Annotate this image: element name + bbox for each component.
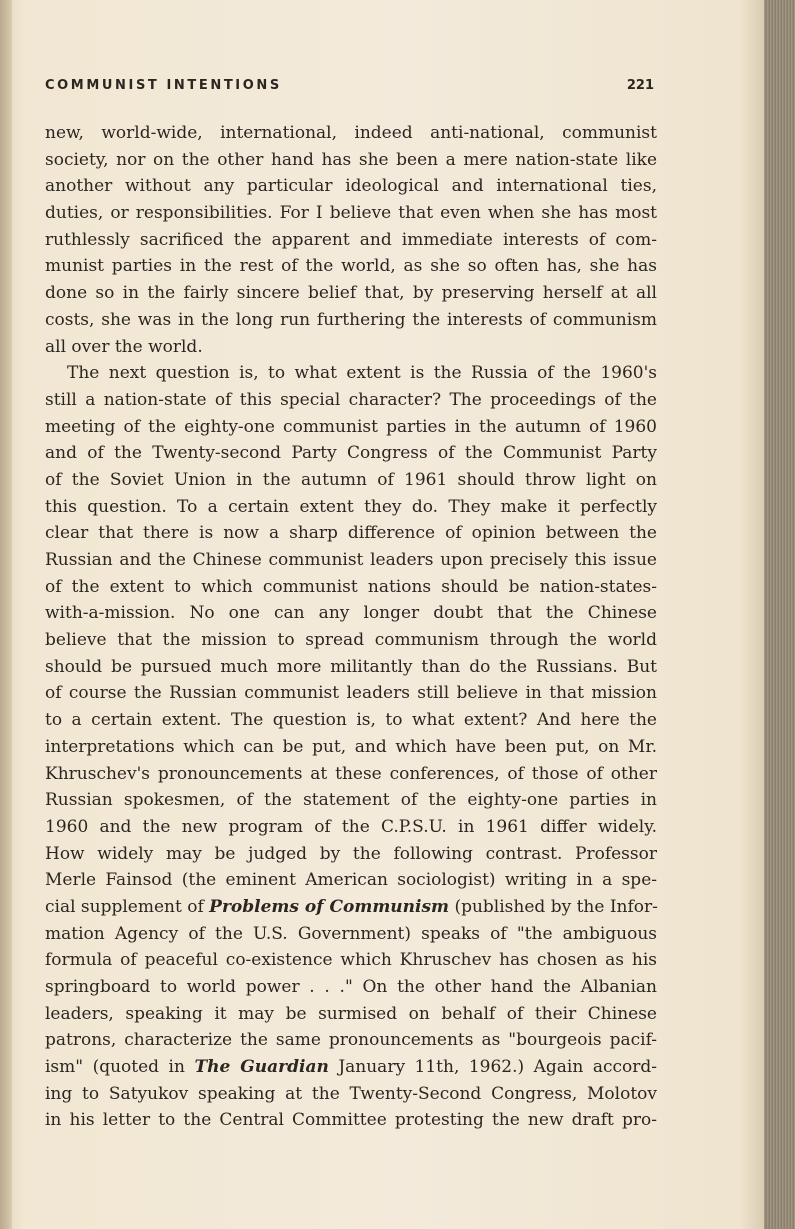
body-text <box>45 120 657 1134</box>
text-line: leaders, speaking it may be surmised on behalf of their Chinese <box>45 1003 657 1024</box>
text-line: Russian spokesmen, of the statement of the eighty-one parties in <box>45 790 657 811</box>
text-line: munist parties in the rest of the world, as she so often has, she has <box>45 256 657 277</box>
page-fore-edge <box>764 0 795 1229</box>
text-line: of course the Russian communist leaders still believe in that mission <box>45 683 657 704</box>
text-line: costs, she was in the long run furthering the interests of communism <box>45 309 657 330</box>
text-line: of the Soviet Union in the autumn of 1961 should throw light on <box>45 469 657 490</box>
text-line: meeting of the eighty-one communist parties in the autumn of 1960 <box>45 416 657 437</box>
text-line: this question. To a certain extent they do. They make it perfectly <box>45 496 657 517</box>
text-line: in his letter to the Central Committee protesting the new draft pro- <box>45 1110 657 1131</box>
text-line: Russian and the Chinese communist leaders upon precisely this issue <box>45 550 657 570</box>
text-line: duties, or responsibilities. For I believe that even when she has most <box>45 203 657 224</box>
text-line: interpretations which can be put, and which have been put, on Mr. <box>45 736 657 757</box>
text-line: to a certain extent. The question is, to what extent? And here the <box>45 710 657 731</box>
text-line: with-a-mission. No one can any longer doubt that the Chinese <box>45 603 657 624</box>
running-head: COMMUNIST INTENTIONS <box>45 78 282 93</box>
text-line: done so in the fairly sincere belief that, by preserving herself at all <box>45 283 657 304</box>
text-line: 1960 and the new program of the C.P.S.U. in 1961 differ widely. <box>45 816 657 837</box>
text-line: clear that there is now a sharp difference of opinion between the <box>45 523 657 544</box>
text-line: should be pursued much more militantly than do the Russians. But <box>45 656 657 677</box>
text-line: patrons, characterize the same pronouncements as "bourgeois pacif- <box>45 1030 657 1051</box>
text-line: all over the world. <box>45 336 203 357</box>
text-line: still a nation-state of this special character? The proceedings of the <box>45 389 657 410</box>
text-segment: cial supplement of <box>45 896 210 917</box>
text-line: mation Agency of the U.S. Government) speaks of "the ambiguous <box>45 923 657 944</box>
text-line: The next question is, to what extent is the Russia of the 1960's <box>67 363 657 384</box>
text-segment: January 11th, 1962.) Again accord- <box>328 1057 657 1078</box>
text-line: new, world-wide, international, indeed anti-national, communist <box>45 123 657 143</box>
text-line: of the extent to which communist nations should be nation-states- <box>45 576 657 597</box>
text-line: believe that the mission to spread communism through the world <box>45 630 657 651</box>
text-line: springboard to world power . . ." On the other hand the Albanian <box>45 977 657 997</box>
journal-title: Problems of Communism <box>209 896 450 917</box>
text-line: ing to Satyukov speaking at the Twenty-Second Congress, Molotov <box>45 1083 657 1104</box>
book-gutter-shadow <box>0 0 12 1229</box>
text-line: formula of peaceful co-existence which Khruschev has chosen as his <box>45 950 657 971</box>
text-line: Merle Fainsod (the eminent American sociologist) writing in a spe- <box>45 870 657 891</box>
text-line: How widely may be judged by the following contrast. Professor <box>45 843 657 864</box>
page-number: 221 <box>626 78 654 93</box>
text-line: and of the Twenty-second Party Congress of the Communist Party <box>45 443 657 464</box>
text-segment: (published by the Infor- <box>449 896 658 917</box>
newspaper-title: The Guardian <box>194 1057 329 1078</box>
text-line <box>45 1054 657 1081</box>
text-line: another without any particular ideological and international ties, <box>45 176 657 197</box>
text-line: Khruschev's pronouncements at these conferences, of those of other <box>45 763 657 784</box>
text-line: ruthlessly sacrificed the apparent and immediate interests of com- <box>45 229 657 250</box>
text-line <box>45 894 657 921</box>
text-segment: ism" (quoted in <box>45 1057 195 1078</box>
text-line: society, nor on the other hand has she been a mere nation-state like <box>45 149 657 170</box>
